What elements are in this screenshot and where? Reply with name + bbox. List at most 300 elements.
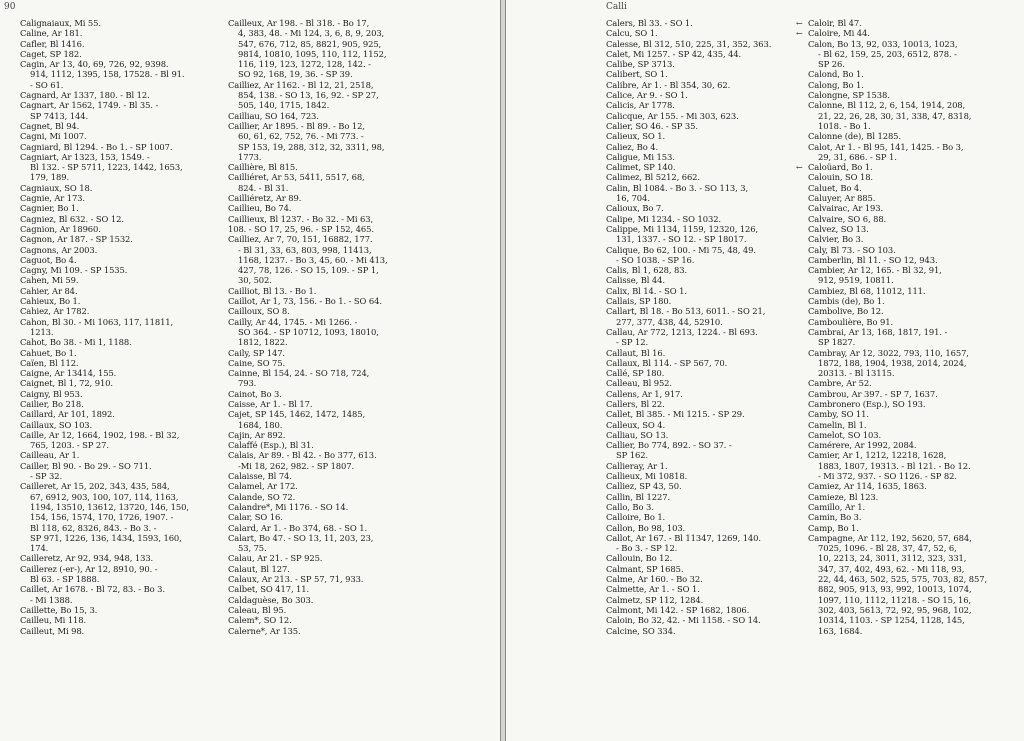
index-entry-continuation (228, 49, 494, 59)
index-entry (606, 348, 806, 358)
index-entry (606, 275, 806, 285)
index-entry-continuation (228, 275, 494, 285)
index-entry-text: Calleau, Bl 952. (606, 378, 672, 389)
index-entry-text: 22, 44, 463, 502, 525, 575, 703, 82, 857, (818, 574, 988, 585)
index-entry (228, 296, 494, 306)
index-entry (228, 111, 494, 121)
index-entry-text: 1684, 180. (238, 419, 283, 430)
index-entry-text: Calaffé (Esp.), Bl 31. (228, 440, 314, 451)
index-entry-continuation (228, 327, 494, 337)
index-entry-text: Caillerez (-er-), Ar 12, 8910, 90. - (20, 563, 158, 574)
index-entry-text: Caliez, Bo 4. (606, 141, 659, 152)
index-entry (20, 131, 232, 141)
index-entry (228, 450, 494, 460)
index-entry (20, 461, 232, 471)
index-entry-text: Calart, Bo 47. - SO 13, 11, 203, 23, (228, 532, 374, 543)
index-entry (808, 492, 1020, 502)
index-entry-text: 765, 1203. - SP 27. (30, 440, 109, 451)
index-entry (228, 18, 494, 28)
index-entry (20, 183, 232, 193)
index-entry (20, 121, 232, 131)
index-entry (808, 389, 1020, 399)
index-entry-text: Calleux, SO 4. (606, 419, 666, 430)
index-entry (606, 296, 806, 306)
index-entry (606, 605, 806, 615)
index-entry-text: 10314, 1103. - SP 1254, 1128, 145, (818, 615, 965, 626)
index-entry-continuation (808, 111, 1020, 121)
index-entry-text: Cailliéret, Ar 53, 5411, 5517, 68, (228, 172, 365, 183)
index-entry-continuation (228, 255, 494, 265)
index-entry-text: Cailleret, Ar 15, 202, 343, 435, 584, (20, 481, 170, 492)
index-entry (606, 69, 806, 79)
index-entry-text: Cagnion, Ar 18960. (20, 223, 101, 234)
index-entry (20, 152, 232, 162)
index-entry (20, 224, 232, 234)
index-entry-text: Cailleretz, Ar 92, 934, 948, 133. (20, 553, 154, 564)
index-entry (808, 420, 1020, 430)
index-entry-text: 116, 119, 123, 1272, 128, 142. - (238, 59, 371, 70)
index-entry-continuation (228, 245, 494, 255)
index-entry (228, 595, 494, 605)
index-entry (20, 39, 232, 49)
index-entry-continuation (228, 131, 494, 141)
index-entry-continuation (20, 172, 232, 182)
index-entry (20, 450, 232, 460)
index-entry-text: SP 7413, 144. (30, 110, 89, 121)
index-entry-continuation (606, 317, 806, 327)
index-entry-text: Callot, Ar 167. - Bl 11347, 1269, 140. (606, 532, 761, 543)
index-entry-text: Callaut, Bl 16. (606, 347, 666, 358)
index-entry-text: Calliez, SP 43, 50. (606, 481, 682, 492)
index-entry-text: Callais, SP 180. (606, 296, 672, 307)
index-entry-text: Caigne, Ar 13414, 155. (20, 368, 117, 379)
index-entry (20, 553, 232, 563)
index-entry-text: Calmont, Mi 142. - SP 1682, 1806. (606, 604, 750, 615)
index-entry-text: Cailloux, SO 8. (228, 306, 290, 317)
index-entry-continuation (808, 368, 1020, 378)
index-entry (606, 142, 806, 152)
index-entry-text: SP 162. (616, 450, 648, 461)
index-entry-text: Caily, SP 147. (228, 347, 285, 358)
index-entry (606, 420, 806, 430)
index-entry (808, 183, 1020, 193)
index-entry (228, 306, 494, 316)
index-entry-text: Cajet, SP 145, 1462, 1472, 1485, (228, 409, 366, 420)
index-entry-text: Caisse, Ar 1. - Bl 17. (228, 398, 313, 409)
index-entry (20, 378, 232, 388)
index-entry-continuation (606, 255, 806, 265)
index-entry-continuation (808, 543, 1020, 553)
index-entry-continuation (808, 275, 1020, 285)
index-entry-text: Caillieux, Bl 1237. - Bo 32. - Mi 63, (228, 213, 374, 224)
index-entry-continuation (20, 111, 232, 121)
index-entry-text: SO 364. - SP 10712, 1093, 18010, (238, 326, 379, 337)
index-entry-continuation (228, 543, 494, 553)
index-entry-continuation (20, 440, 232, 450)
index-entry-text: Calloire, Bo 1. (606, 512, 666, 523)
index-entry (228, 348, 494, 358)
index-entry (808, 317, 1020, 327)
index-entry-text: Calvairac, Ar 193. (808, 203, 884, 214)
index-entry-continuation (808, 461, 1020, 471)
index-entry (808, 533, 1020, 543)
index-entry-text: Cailleu, Mi 118. (20, 615, 87, 626)
index-entry-text: Cahiez, Ar 1782. (20, 306, 90, 317)
index-entry-text: Cahon, Bl 30. - Mi 1063, 117, 11811, (20, 316, 174, 327)
index-entry-text: Camieze, Bl 123. (808, 491, 879, 502)
index-entry-continuation (228, 100, 494, 110)
index-entry-text: Calimez, Bl 5212, 662. (606, 172, 700, 183)
index-entry-text: Calis, Bl 1, 628, 83. (606, 265, 688, 276)
index-entry (20, 59, 232, 69)
index-entry-continuation (228, 183, 494, 193)
index-entry-continuation (20, 502, 232, 512)
index-entry-text: Cagniez, Bl 632. - SO 12. (20, 213, 124, 224)
index-entry-text: SP 26. (818, 59, 845, 70)
index-entry-text: Calicis, Ar 1778. (606, 100, 675, 111)
index-entry-continuation (20, 471, 232, 481)
index-entry-continuation (606, 337, 806, 347)
index-entry-text: Calimet, SP 140. (606, 162, 676, 173)
index-entry-text: Calice, Ar 9. - SO 1. (606, 90, 688, 101)
index-entry-text: Calcu, SO 1. (606, 28, 658, 39)
index-entry (808, 296, 1020, 306)
index-entry-text: Cailliot, Bl 13. - Bo 1. (228, 285, 317, 296)
index-entry (20, 626, 232, 636)
index-entry-continuation (808, 471, 1020, 481)
index-entry (606, 131, 806, 141)
index-entry-text: Cailleux, Ar 198. - Bl 318. - Bo 17, (228, 18, 370, 28)
index-entry-text: Camberlin, Bl 11. - SO 12, 943. (808, 254, 938, 265)
index-entry (796, 162, 1020, 173)
index-entry (606, 492, 806, 502)
index-entry-text: Cambrai, Ar 13, 168, 1817, 191. - (808, 326, 948, 337)
index-entry-text: Cagnart, Ar 1562, 1749. - Bl 35. - (20, 100, 159, 111)
index-entry-text: Calicque, Ar 155. - Mi 303, 623. (606, 110, 739, 121)
right-page (506, 0, 1024, 741)
index-entry-continuation (20, 512, 232, 522)
index-entry (606, 430, 806, 440)
index-entry (228, 224, 494, 234)
index-entry-text: 9814, 10810, 1095, 110, 112, 1152, (238, 48, 387, 59)
index-entry-text: Cajin, Ar 892. (228, 429, 286, 440)
index-entry-text: Cagnon, Ar 187. - SP 1532. (20, 234, 133, 245)
index-entry (606, 111, 806, 121)
index-entry (606, 162, 806, 172)
index-entry (808, 481, 1020, 491)
index-entry (606, 409, 806, 419)
index-entry-continuation (20, 533, 232, 543)
index-entry (808, 306, 1020, 316)
index-entry-text: Camérere, Ar 1992, 2084. (808, 440, 917, 451)
index-entry-continuation (808, 121, 1020, 131)
index-entry-text: Calvier, Bo 3. (808, 234, 864, 245)
index-entry-text: Calers, Bl 33. - SO 1. (606, 18, 693, 28)
index-entry (606, 533, 806, 543)
index-entry-text: Cagnard, Ar 1337, 180. - Bl 12. (20, 90, 150, 101)
index-entry-text: Cagnet, Bl 94. (20, 120, 80, 131)
index-entry (796, 28, 1020, 39)
index-entry-text: Cagni, Mi 1007. (20, 131, 87, 142)
index-entry-continuation (606, 543, 806, 553)
index-entry (228, 389, 494, 399)
index-entry (20, 142, 232, 152)
index-entry-text: Callo, Bo 3. (606, 501, 654, 512)
index-entry-text: Calonne (de), Bl 1285. (808, 131, 901, 142)
index-entry-continuation (228, 39, 494, 49)
index-entry-text: Calong, Bo 1. (808, 79, 864, 90)
index-entry (20, 389, 232, 399)
index-entry-continuation (808, 59, 1020, 69)
arrow-mark-icon: ← (796, 29, 803, 39)
index-entry (228, 172, 494, 182)
index-entry-text: Cailly, Ar 44, 1745. - Mi 1266. - (228, 316, 358, 327)
index-entry (808, 80, 1020, 90)
index-entry (606, 461, 806, 471)
index-entry-text: Caigny, Bl 953. (20, 388, 83, 399)
index-entry-text: Calmetz, SP 112, 1284. (606, 594, 704, 605)
index-entry-text: Calard, Ar 1. - Bo 374, 68. - SO 1. (228, 522, 368, 533)
index-entry-text: 793. (238, 378, 257, 389)
index-entry-text: Cainne, Bl 154, 24. - SO 718, 724, (228, 368, 370, 379)
index-entry-text: Cagnie, Ar 173. (20, 193, 85, 204)
index-entry-text: Calibre, Ar 1. - Bl 354, 30, 62. (606, 79, 731, 90)
index-entry-text: - SO 1038. - SP 16. (616, 254, 695, 265)
index-entry-text: 1168, 1237. - Bo 3, 45, 60. - Mi 413, (238, 254, 388, 265)
index-entry-text: Calibe, SP 3713. (606, 59, 675, 70)
index-entry-text: SP 153, 19, 288, 312, 32, 3311, 98, (238, 141, 385, 152)
index-entry-text: Caloüard, Bo 1. (808, 162, 873, 173)
index-entry-text: Calier, SO 46. - SP 35. (606, 120, 698, 131)
index-entry-text: - Mi 1388. (30, 594, 73, 605)
index-entry (606, 28, 806, 38)
index-entry-text: Calamel, Ar 172. (228, 481, 298, 492)
index-entry-text: Callens, Ar 1, 917. (606, 388, 683, 399)
index-entry-text: Caldaguèse, Bo 303. (228, 594, 314, 605)
index-entry-text: Bl 118, 62, 8326, 843. - Bo 3. - (30, 522, 157, 533)
index-entry (606, 440, 806, 450)
index-entry-text: Caligue, Mi 153. (606, 151, 675, 162)
index-entry-text: Cailliez, Ar 7, 70, 151, 16882, 177. (228, 234, 373, 245)
index-entry (228, 512, 494, 522)
index-entry-text: Caillard, Ar 101, 1892. (20, 409, 115, 420)
index-entry-text: Camier, Ar 1, 1212, 12218, 1628, (808, 450, 947, 461)
index-entry (606, 59, 806, 69)
index-entry-text: Calot, Ar 1. - Bl 95, 141, 1425. - Bo 3, (808, 141, 964, 152)
index-entry-text: Calerne*, Ar 135. (228, 625, 301, 636)
index-entry-text: Calvaire, SO 6, 88. (808, 213, 887, 224)
index-entry-text: Calmant, SP 1685. (606, 563, 684, 574)
index-entry-text: 912, 9519, 10811. (818, 275, 894, 286)
index-entry-text: Calisse, Bl 44. (606, 275, 665, 286)
index-entry (228, 564, 494, 574)
index-entry-continuation (808, 564, 1020, 574)
index-entry-text: Cambiez, Bl 68, 11012, 111. (808, 285, 926, 296)
index-entry (20, 564, 232, 574)
index-entry-text: Calem*, SO 12. (228, 615, 292, 626)
index-entry (20, 49, 232, 59)
index-entry (606, 172, 806, 182)
index-entry-text: - Bo 3. - SP 12. (616, 543, 678, 554)
index-entry-continuation (228, 420, 494, 430)
index-entry-text: Callart, Bl 18. - Bo 513, 6011. - SO 21, (606, 306, 766, 317)
index-entry-continuation (808, 595, 1020, 605)
index-entry (808, 69, 1020, 79)
index-entry-text: Calique, Bo 62, 100. - Mi 75, 48, 49. (606, 244, 756, 255)
index-entry-text: Camin, Bo 3. (808, 512, 862, 523)
index-entry (808, 131, 1020, 141)
index-entry (228, 502, 494, 512)
index-entry-text: Cailleau, Ar 1. (20, 450, 80, 461)
index-entry-text: Camillo, Ar 1. (808, 501, 866, 512)
index-entry-text: 1097, 110, 1112, 11218. - SO 15, 16, (818, 594, 972, 605)
index-entry (808, 378, 1020, 388)
index-entry-text: 547, 676, 712, 85, 8821, 905, 925, (238, 38, 382, 49)
index-entry (808, 193, 1020, 203)
index-entry-text: Bl 132. - SP 5711, 1223, 1442, 1653, (30, 162, 183, 173)
index-entry (606, 39, 806, 49)
index-column-right-1 (606, 18, 806, 636)
index-entry-text: Calond, Bo 1. (808, 69, 864, 80)
index-entry-continuation (20, 492, 232, 502)
index-entry-continuation (808, 605, 1020, 615)
index-entry-text: 108. - SO 17, 25, 96. - SP 152, 465. (228, 223, 374, 234)
index-entry (606, 358, 806, 368)
index-entry-text: 30, 502. (238, 275, 272, 286)
index-entry-text: 1883, 1807, 19313. - Bl 121. - Bo 12. (818, 460, 971, 471)
index-entry-text: Caillaux, SO 103. (20, 419, 93, 430)
index-entry-text: Cambis (de), Bo 1. (808, 296, 885, 307)
index-entry-text: 302, 403, 5613, 72, 92, 95, 968, 102, (818, 604, 972, 615)
index-entry-text: Caluyer, Ar 885. (808, 193, 876, 204)
index-entry (20, 481, 232, 491)
index-entry (606, 502, 806, 512)
index-entry-text: Camelot, SO 103. (808, 429, 882, 440)
index-entry-text: 179, 189. (30, 172, 70, 183)
index-entry-text: Caly, Bl 73. - SO 103. (808, 244, 896, 255)
index-entry (808, 440, 1020, 450)
index-entry-text: 1213. (30, 326, 54, 337)
index-entry-continuation (228, 28, 494, 38)
index-entry (20, 605, 232, 615)
index-entry (808, 39, 1020, 49)
index-entry-text: 131, 1337. - SO 12. - SP 18017. (616, 234, 747, 245)
index-entry (808, 142, 1020, 152)
index-entry-text: Caloir, Bl 47. (808, 18, 862, 28)
index-entry (606, 245, 806, 255)
index-entry (808, 100, 1020, 110)
index-entry (228, 317, 494, 327)
index-entry (606, 183, 806, 193)
index-entry-continuation (808, 626, 1020, 636)
index-entry (606, 152, 806, 162)
index-entry-continuation (228, 378, 494, 388)
index-entry-text: Calet, Mi 1257. - SP 42, 435, 44. (606, 48, 742, 59)
index-entry (228, 121, 494, 131)
index-entry (606, 286, 806, 296)
index-entry (606, 18, 806, 28)
index-entry (228, 584, 494, 594)
index-entry-text: Calongne, SP 1538. (808, 90, 890, 101)
index-entry (606, 523, 806, 533)
index-entry-continuation (808, 337, 1020, 347)
index-entry-text: Calme, Ar 160. - Bo 32. (606, 574, 703, 585)
page-number: 90 (4, 2, 16, 12)
index-entry (20, 255, 232, 265)
index-entry-text: Callier, Bo 774, 892. - SO 37. - (606, 440, 732, 451)
index-entry-text: Cambre, Ar 52. (808, 378, 872, 389)
index-entry-text: Cambier, Ar 12, 165. - Bl 32, 91, (808, 265, 942, 276)
index-entry-text: Calin, Bl 1084. - Bo 3. - SO 113, 3, (606, 182, 749, 193)
index-entry-text: Cailler, Bl 90. - Bo 29. - SO 711. (20, 460, 152, 471)
index-entry-text: Calesse, Bl 312, 510, 225, 31, 352, 363. (606, 38, 772, 49)
left-page (0, 0, 500, 741)
index-entry-text: Cailleut, Mi 98. (20, 625, 85, 636)
index-entry-text: Cahieux, Bo 1. (20, 296, 81, 307)
index-entry-continuation (808, 553, 1020, 563)
index-entry (606, 203, 806, 213)
index-entry-text: Calaux, Ar 213. - SP 57, 71, 933. (228, 574, 364, 585)
index-entry (228, 481, 494, 491)
index-entry (20, 203, 232, 213)
index-entry-text: Campagne, Ar 112, 192, 5620, 57, 684, (808, 532, 972, 543)
index-entry-text: Cagny, Mi 109. - SP 1535. (20, 265, 128, 276)
index-entry-text: 4, 383, 48. - Mi 124, 3, 6, 8, 9, 203, (238, 28, 385, 39)
index-entry (228, 203, 494, 213)
index-entry-text: Callé, SP 180. (606, 368, 665, 379)
index-entry (228, 193, 494, 203)
index-entry-continuation (808, 584, 1020, 594)
index-entry (606, 389, 806, 399)
index-entry-text: 53, 75. (238, 543, 267, 554)
index-entry (20, 615, 232, 625)
index-entry-text: Caloin, Bo 32, 42. - Mi 1158. - SO 14. (606, 615, 761, 626)
index-entry-text: Caillette, Bo 15, 3. (20, 604, 98, 615)
index-entry (808, 286, 1020, 296)
index-entry-text: Calibert, SO 1. (606, 69, 668, 80)
index-entry-text: Caillet, Ar 1678. - Bl 72, 83. - Bo 3. (20, 584, 165, 595)
index-entry-text: Calieux, SO 1. (606, 131, 666, 142)
index-entry (228, 430, 494, 440)
index-entry (228, 358, 494, 368)
index-entry-text: Caline, Ar 181. (20, 28, 83, 39)
index-entry-continuation (228, 59, 494, 69)
index-entry-text: 29, 31, 686. - SP 1. (818, 151, 897, 162)
index-entry-text: Caillière, Bl 815. (228, 162, 298, 173)
index-entry-text: Calau, Ar 21. - SP 925. (228, 553, 323, 564)
index-entry (20, 275, 232, 285)
index-entry (808, 224, 1020, 234)
index-entry-text: - Bl 62, 159, 25, 203, 6512, 878. - (818, 48, 957, 59)
index-entry (808, 523, 1020, 533)
index-entry-continuation (228, 69, 494, 79)
index-entry-text: 1812, 1822. (238, 337, 288, 348)
index-entry (20, 337, 232, 347)
index-entry (228, 574, 494, 584)
index-entry-text: Cahot, Bo 38. - Mi 1, 1188. (20, 337, 132, 348)
index-entry (20, 409, 232, 419)
index-entry-text: 163, 1684. (818, 625, 863, 636)
index-entry (606, 306, 806, 316)
index-entry (228, 615, 494, 625)
index-entry (228, 440, 494, 450)
index-entry-text: Callaux, Bl 114. - SP 567, 70. (606, 357, 728, 368)
index-entry (606, 512, 806, 522)
index-entry (20, 584, 232, 594)
index-entry (20, 306, 232, 316)
index-entry (808, 172, 1020, 182)
index-entry-text: 10, 2213, 24, 3011, 3112, 323, 331, (818, 553, 967, 564)
